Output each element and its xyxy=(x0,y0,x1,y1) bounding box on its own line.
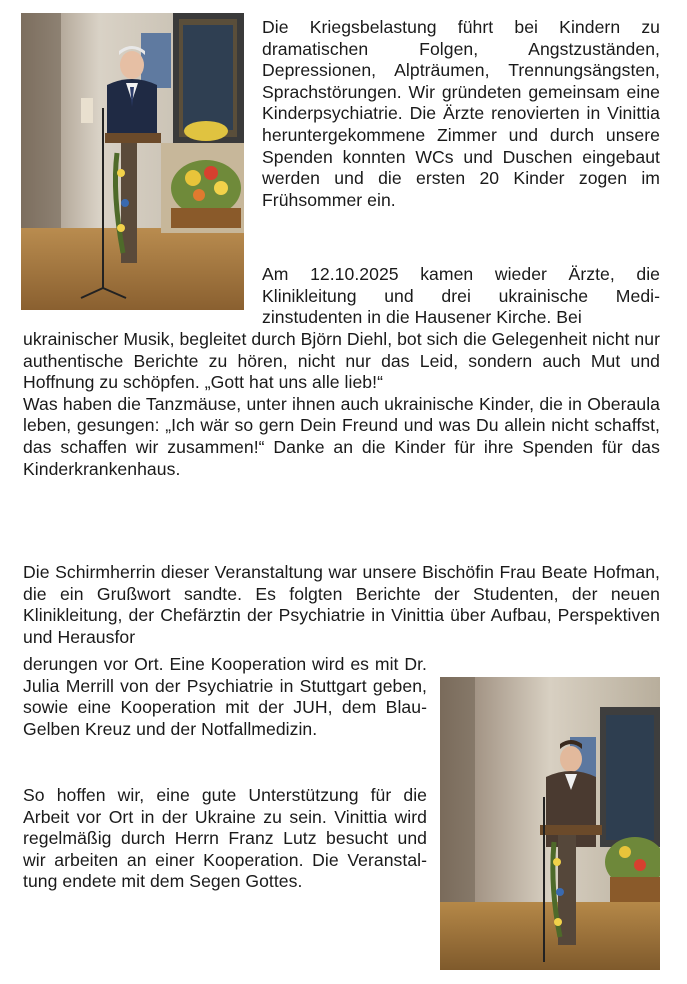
paragraph-2-rest-text: ukrainischer Musik, begleitet durch Björn Diehl, bot sich die Gelegenheit nicht nur authentische Berichte zu hören, nicht nur das Leid, sondern auch Mut und Hoffnung zu schöpfen. „Gott hat uns alle lieb!“ xyxy=(23,329,660,393)
paragraph-war-burden xyxy=(262,17,660,211)
speaker-photo-bottom xyxy=(440,677,660,970)
church-lectern-image xyxy=(21,13,244,310)
church-speaker-image xyxy=(440,677,660,970)
paragraph-3-start-text: Die Schirmherrin dieser Veranstaltung war unsere Bischöfin Frau Beate Hofman, die ein Grußwort sandte. Es folgten Berichte der Studenten, der neuen Klinikleitung, der Chefärztin der Psychiatrie in Vinittia über Aufbau, Perspektiven und Herausfor xyxy=(23,562,660,647)
paragraph-4-text: So hoffen wir, eine gute Unterstützung für die Arbeit vor Ort in der Ukraine zu sein. Vinittia wird regelmäßig durch Herrn Franz Lutz besucht und wir arbeiten an einer Kooperation. Die Veranstaltung endete mit dem Segen Gottes. xyxy=(23,785,427,892)
paragraph-event-body xyxy=(23,329,660,480)
paragraph-3-rest-text: derungen vor Ort. Eine Kooperation wird es mit Dr. Julia Merrill von der Psychiatrie in Stuttgart geben, sowie eine Kooperation mit der JUH, dem Blau-Gelben Kreuz und der Notfallmedizin. xyxy=(23,654,427,739)
speaker-photo-top xyxy=(21,13,244,310)
paragraph-2-cont-text: Was haben die Tanzmäuse, unter ihnen auch ukrainische Kinder, die in Oberaula leben, gesungen: „Ich wär so gern Dein Freund und was Du allein nicht schaffst, das schaffen wir zusammen!“ Danke an die Kinder für ihre Spenden für das Kinderkrankenhaus. xyxy=(23,393,660,479)
paragraph-closing xyxy=(23,785,427,893)
paragraph-event-intro xyxy=(262,264,660,329)
paragraph-patron xyxy=(23,562,660,648)
paragraph-1-text: Die Kriegsbelastung führt bei Kindern zu dramatischen Folgen, Angstzuständen, Depressionen, Alpträumen, Trennungsängsten, Sprachstörungen. Wir gründeten gemeinsam eine Kinderpsychiatrie. Die Ärzte renovierten in Vinittia heruntergekommene Zimmer und durch unsere Spenden konnten WCs und Duschen eingebaut werden und die ersten 20 Kinder zogen im Frühsommer ein. xyxy=(262,17,660,210)
paragraph-cooperation xyxy=(23,654,427,740)
paragraph-2-start-text: Am 12.10.2025 kamen wieder Ärzte, die Klinikleitung und drei ukrainische Medizinstudenten in die Hausener Kirche. Bei xyxy=(262,264,660,328)
